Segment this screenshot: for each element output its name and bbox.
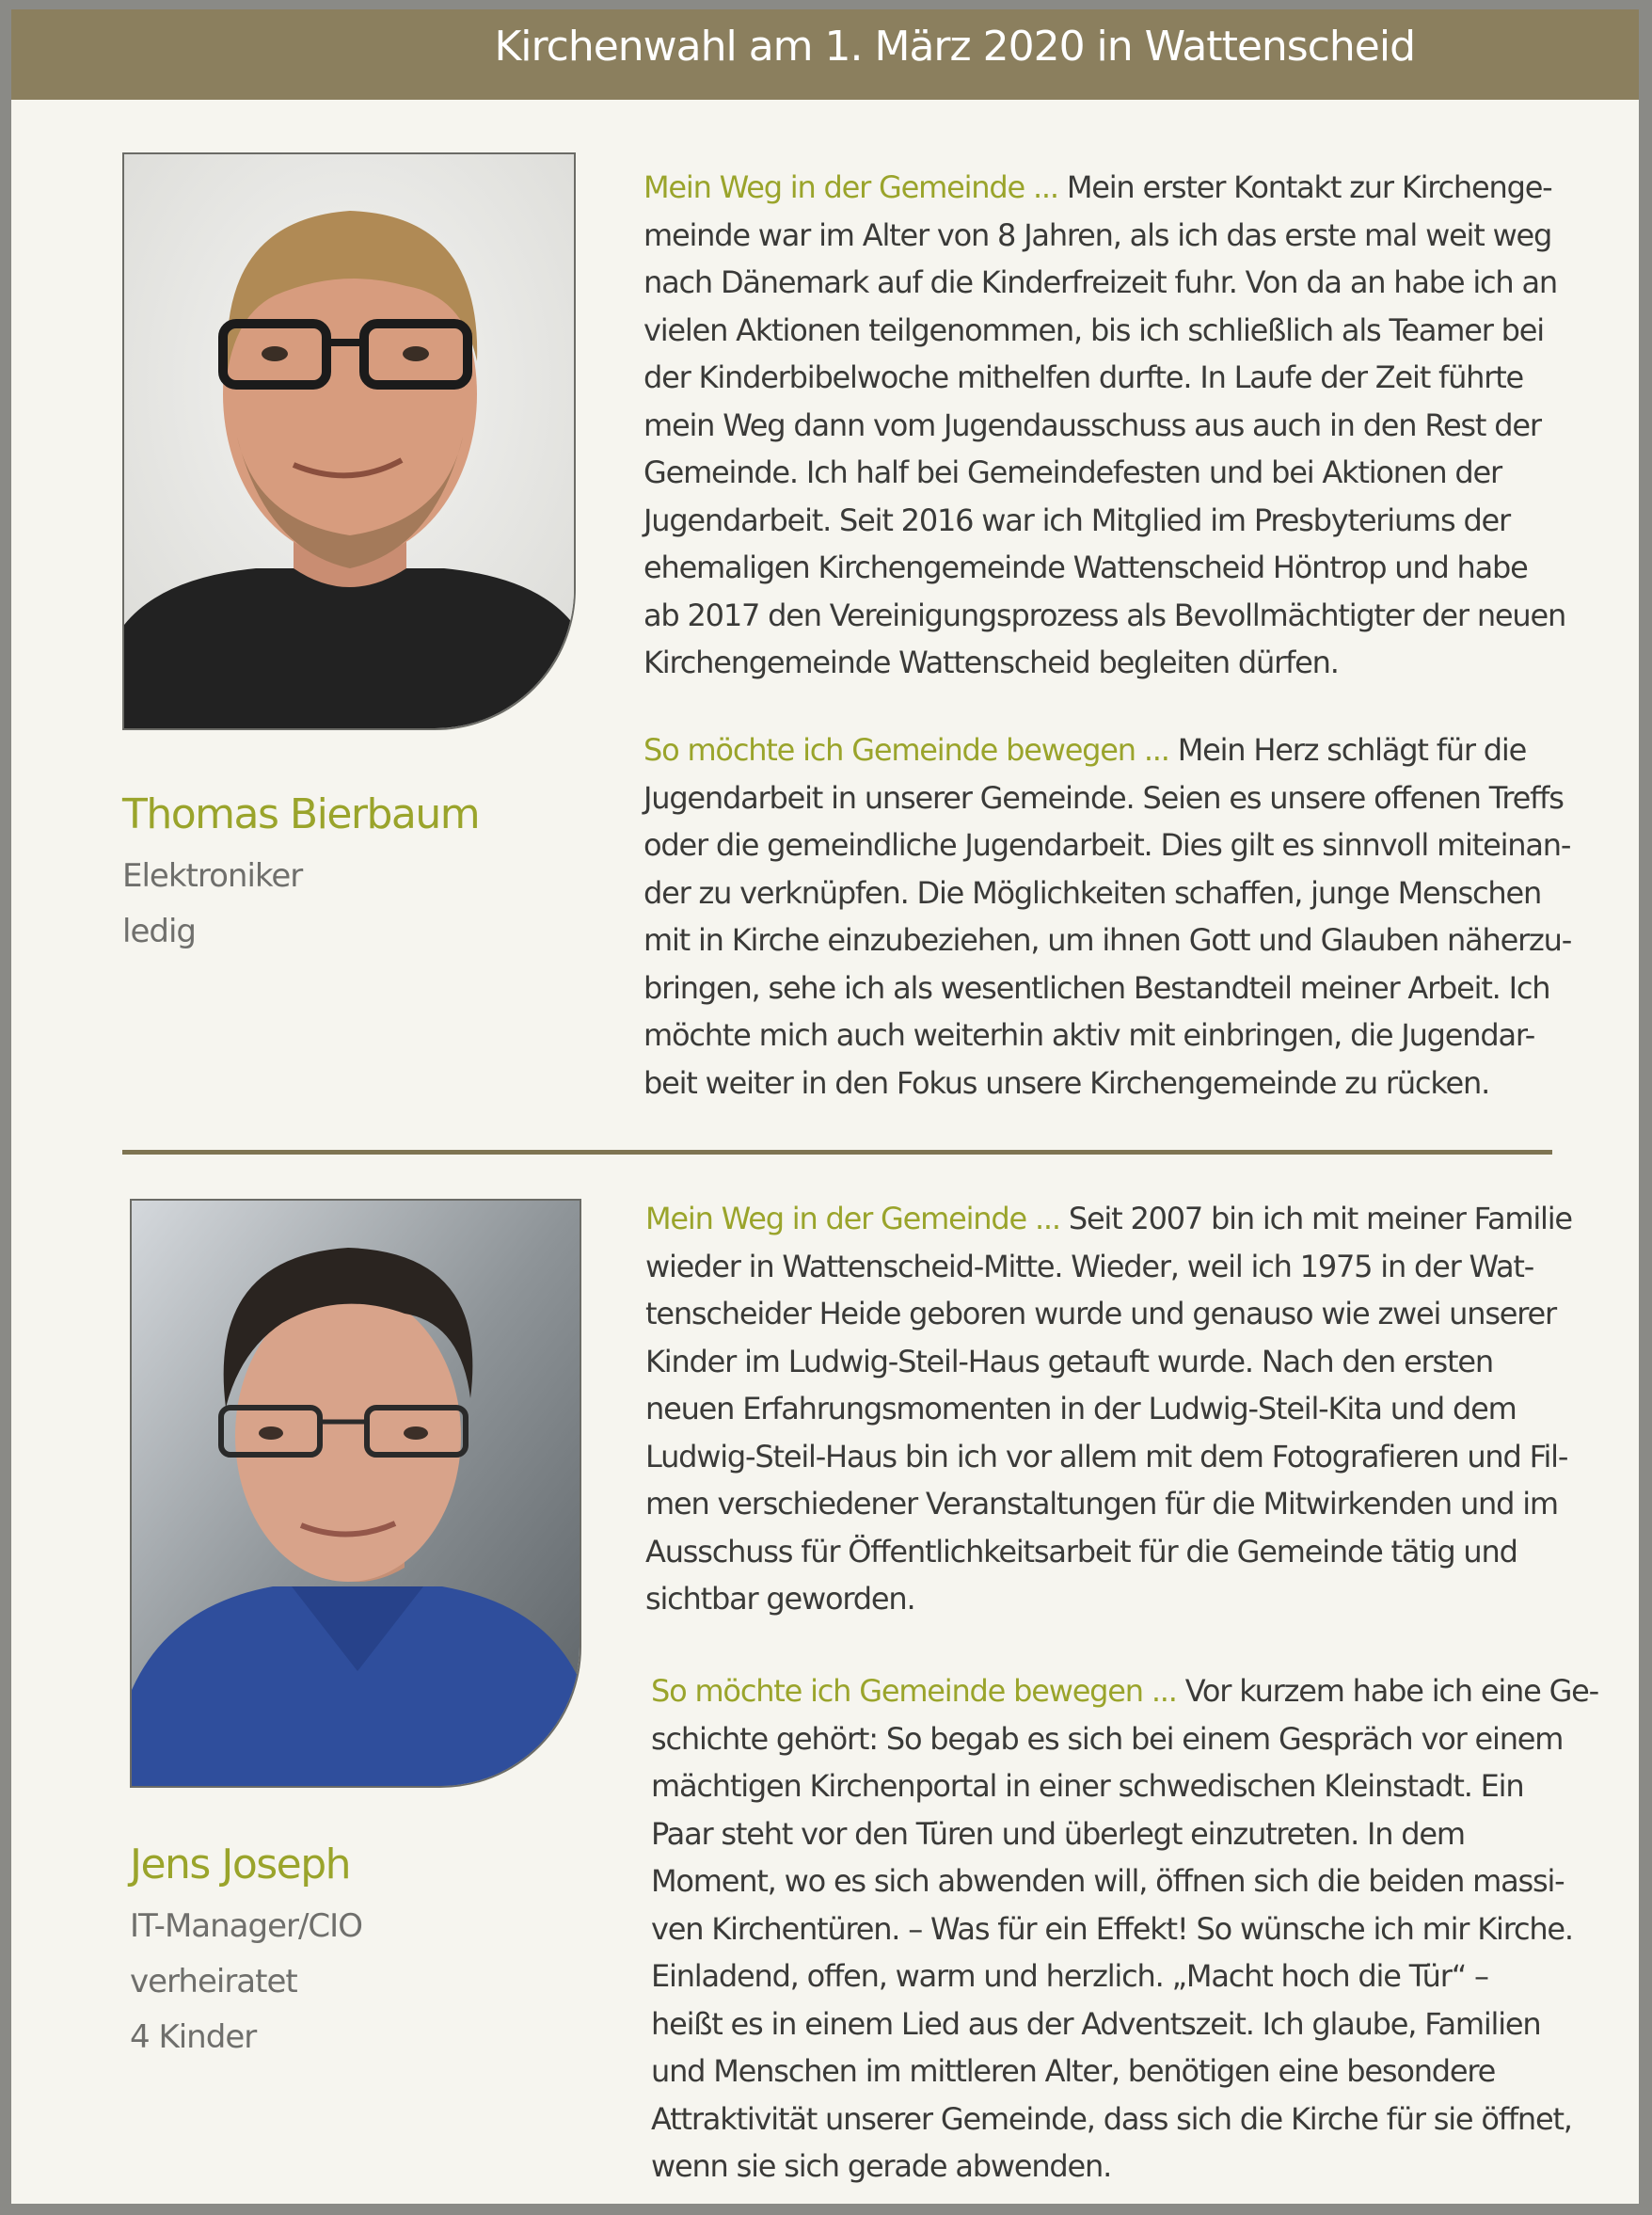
candidate-2-way-lead: Mein Weg in der Gemeinde ... xyxy=(645,1201,1060,1236)
candidate-2-name: Jens Joseph xyxy=(130,1841,351,1888)
candidate-1-way-lead: Mein Weg in der Gemeinde ... xyxy=(643,169,1058,205)
text-line: schichte gehört: So begab es sich bei einem Gespräch vor einem xyxy=(651,1720,1564,1757)
text-line: men verschiedener Veranstaltungen für die Mitwirkenden und im xyxy=(645,1486,1558,1522)
text-line: heißt es in einem Lied aus der Adventszeit. Ich glaube, Familien xyxy=(651,2005,1541,2042)
section-divider xyxy=(122,1150,1552,1155)
text-line: mein Weg dann vom Jugendausschuss aus auch in den Rest der xyxy=(643,406,1541,443)
candidate-1-name: Thomas Bierbaum xyxy=(122,790,480,838)
text-line: Moment, wo es sich abwenden will, öffnen sich die beiden massi- xyxy=(651,1863,1565,1899)
text-line: vielen Aktionen teilgenommen, bis ich schließlich als Teamer bei xyxy=(643,311,1544,348)
text-line: tenscheider Heide geboren wurde und genauso wie zwei unserer xyxy=(645,1296,1556,1331)
candidate-2-photo xyxy=(130,1199,581,1788)
candidate-1-details xyxy=(122,849,302,960)
text-line: ehemaligen Kirchengemeinde Wattenscheid Höntrop und habe xyxy=(643,550,1528,585)
text-line: meinde war im Alter von 8 Jahren, als ich das erste mal weit weg xyxy=(643,216,1552,253)
candidate-1-status: ledig xyxy=(122,913,196,950)
text-line: mit in Kirche einzubeziehen, um ihnen Gott und Glauben näherzu- xyxy=(643,922,1572,958)
text-line: möchte mich auch weiterhin aktiv mit einbringen, die Jugendar- xyxy=(643,1017,1535,1053)
text-line: nach Dänemark auf die Kinderfreizeit fuhr. Von da an habe ich an xyxy=(643,264,1557,300)
header-title: Kirchenwahl am 1. März 2020 in Wattenscheid xyxy=(494,23,1415,71)
text-line: ven Kirchentüren. – Was für ein Effekt! So wünsche ich mir Kirche. xyxy=(651,1910,1573,1947)
candidate-1-move-paragraph xyxy=(643,726,1571,1107)
text-line: mächtigen Kirchenportal in einer schwedischen Kleinstadt. Ein xyxy=(651,1768,1524,1804)
candidate-2-status: verheiratet xyxy=(130,1963,297,2000)
candidate-2-details xyxy=(130,1899,362,2065)
candidate-1-move-lead: So möchte ich Gemeinde bewegen ... xyxy=(643,732,1169,768)
header-bar xyxy=(11,9,1639,100)
candidate-2-move-lead: So möchte ich Gemeinde bewegen ... xyxy=(651,1673,1177,1709)
candidate-1-way-paragraph xyxy=(643,164,1565,687)
text-line: Attraktivität unserer Gemeinde, dass sich die Kirche für sie öffnet, xyxy=(651,2100,1572,2137)
text-line: bringen, sehe ich als wesentlichen Bestandteil meiner Arbeit. Ich xyxy=(643,969,1550,1006)
text-line: Seit 2007 bin ich mit meiner Familie xyxy=(1059,1201,1572,1236)
candidate-2-profession: IT-Manager/CIO xyxy=(130,1907,362,1945)
text-line: Kinder im Ludwig-Steil-Haus getauft wurde. Nach den ersten xyxy=(645,1343,1493,1379)
text-line: beit weiter in den Fokus unsere Kirchengemeinde zu rücken. xyxy=(643,1064,1490,1101)
text-line: Ausschuss für Öffentlichkeitsarbeit für die Gemeinde tätig und xyxy=(645,1533,1517,1570)
text-line: Jugendarbeit. Seit 2016 war ich Mitglied im Presbyteriums der xyxy=(643,502,1511,538)
page xyxy=(11,9,1639,2204)
candidate-2-way-paragraph xyxy=(645,1195,1572,1623)
text-line: Vor kurzem habe ich eine Ge- xyxy=(1176,1673,1598,1709)
text-line: Jugendarbeit in unserer Gemeinde. Seien es unsere offenen Treffs xyxy=(643,779,1564,816)
text-line: Kirchengemeinde Wattenscheid begleiten dürfen. xyxy=(643,645,1339,680)
text-line: Ludwig-Steil-Haus bin ich vor allem mit dem Fotografieren und Fil- xyxy=(645,1438,1568,1474)
text-line: neuen Erfahrungsmomenten in der Ludwig-Steil-Kita und dem xyxy=(645,1391,1517,1426)
text-line: Einladend, offen, warm und herzlich. „Macht hoch die Tür“ – xyxy=(651,1958,1488,1994)
text-line: Mein erster Kontakt zur Kirchenge- xyxy=(1057,169,1552,205)
text-line: wenn sie sich gerade abwenden. xyxy=(651,2148,1112,2184)
text-line: sichtbar geworden. xyxy=(645,1581,915,1617)
text-line: Mein Herz schlägt für die xyxy=(1168,732,1527,768)
candidate-2-children: 4 Kinder xyxy=(130,2018,257,2056)
text-line: Gemeinde. Ich half bei Gemeindefesten und bei Aktionen der xyxy=(643,454,1501,490)
text-line: der Kinderbibelwoche mithelfen durfte. In Laufe der Zeit führte xyxy=(643,359,1524,395)
text-line: oder die gemeindliche Jugendarbeit. Dies gilt es sinnvoll miteinan- xyxy=(643,827,1571,863)
text-line: der zu verknüpfen. Die Möglichkeiten schaffen, junge Menschen xyxy=(643,874,1542,911)
candidate-2-move-paragraph xyxy=(651,1667,1598,2191)
candidate-1-photo xyxy=(122,152,576,730)
text-line: und Menschen im mittleren Alter, benötigen eine besondere xyxy=(651,2053,1496,2089)
text-line: Paar steht vor den Türen und überlegt einzutreten. In dem xyxy=(651,1815,1465,1852)
candidate-1-profession: Elektroniker xyxy=(122,857,303,895)
text-line: ab 2017 den Vereinigungsprozess als Bevollmächtigter der neuen xyxy=(643,597,1566,633)
text-line: wieder in Wattenscheid-Mitte. Wieder, weil ich 1975 in der Wat- xyxy=(645,1248,1534,1284)
